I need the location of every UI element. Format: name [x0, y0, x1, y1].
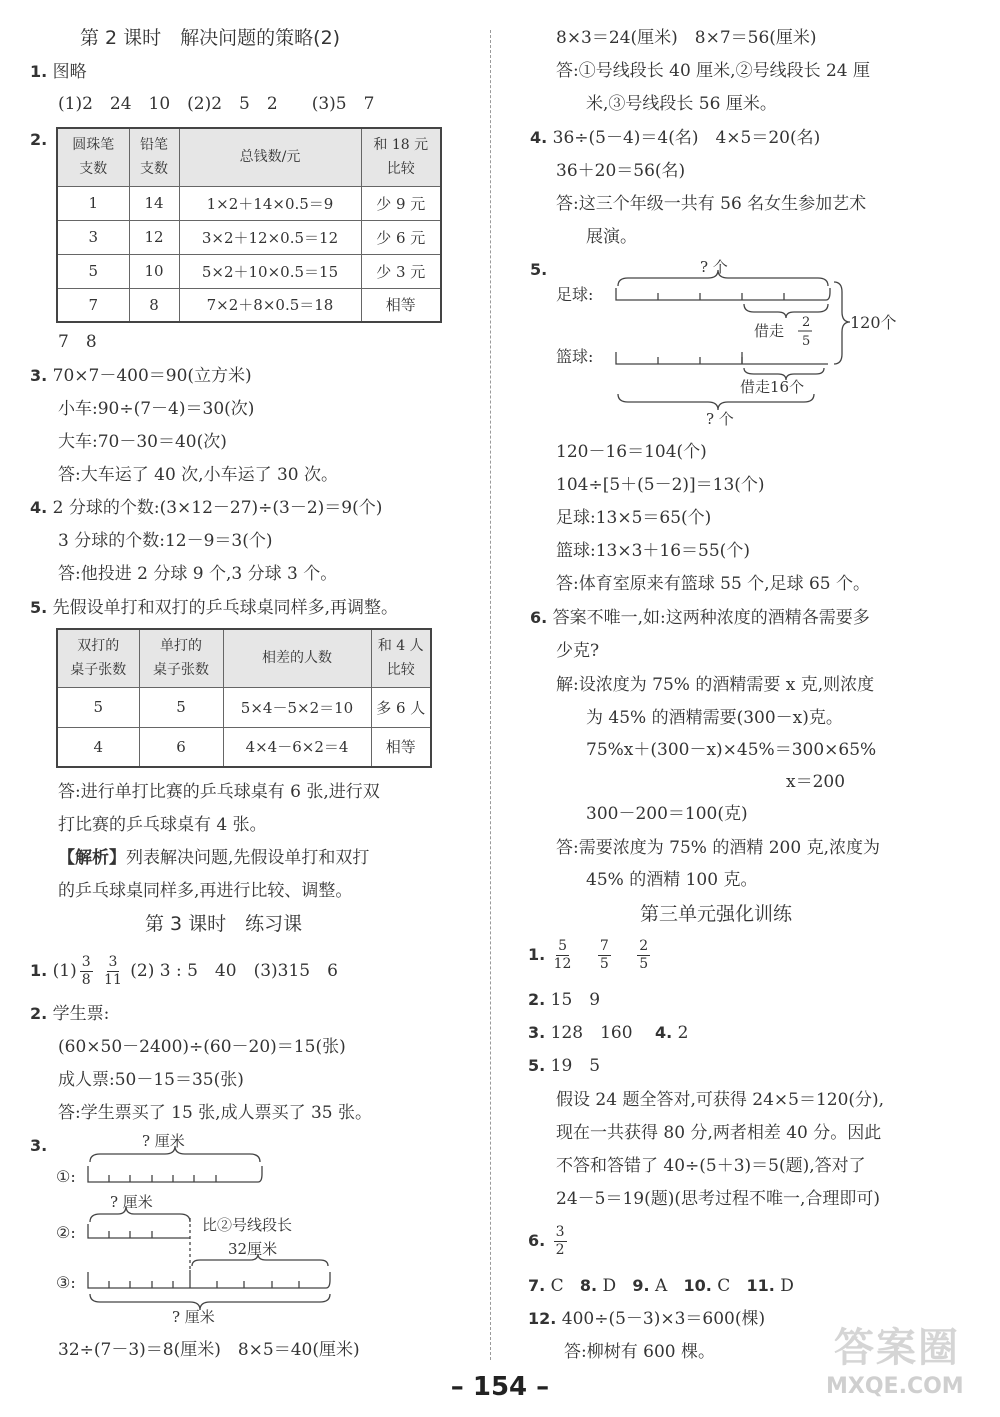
s1	[528, 934, 653, 976]
page-number: – 154 –	[450, 1372, 550, 1402]
section-title-unit3: 第三单元强化训练	[640, 903, 793, 925]
table-cell: 1×2＋14×0.5＝9	[179, 186, 361, 220]
q3-line3: 大车:70－30＝40(次)	[58, 432, 227, 452]
denominator: 5	[599, 956, 609, 972]
q-number: 11.	[746, 1276, 775, 1295]
analysis-line1: 列表解决问题,先假设单打和双打	[126, 848, 370, 868]
header-cell: 和 18 元 比较	[361, 128, 441, 186]
rq4-line2: 36＋20＝56(名)	[556, 161, 686, 181]
q-number: 5.	[530, 260, 548, 279]
table-cell: 少 9 元	[361, 186, 441, 220]
table-cell: 相等	[361, 288, 441, 322]
table-cell: 3	[57, 220, 129, 254]
s2-text: 15 9	[550, 990, 601, 1010]
table-cell: 少 6 元	[361, 220, 441, 254]
choice: A	[654, 1276, 668, 1296]
s2	[528, 988, 600, 1012]
q-number: 1.	[528, 945, 546, 964]
table-cell: 12	[129, 220, 179, 254]
table-cell: 7×2＋8×0.5＝18	[179, 288, 361, 322]
header-cell: 铅笔 支数	[129, 128, 179, 186]
p3-last: 32÷(7－3)＝8(厘米) 8×5＝40(厘米)	[58, 1340, 360, 1360]
rq5-answer: 答:体育室原来有篮球 55 个,足球 65 个。	[556, 574, 871, 594]
rq5-line2: 104÷[5＋(5－2)]＝13(个)	[556, 475, 765, 495]
q5-answer-line1: 答:进行单打比赛的乒乓球桌有 6 张,进行双	[58, 782, 380, 802]
table-cell: 10	[129, 254, 179, 288]
numerator: 2	[639, 938, 649, 954]
rq5-line1: 120－16＝104(个)	[556, 442, 707, 462]
rq6-answer2: 45% 的酒精 100 克。	[586, 870, 758, 890]
numerator: 3	[108, 954, 118, 970]
table-cell: 5	[139, 687, 223, 727]
s5-text: 19 5	[550, 1056, 601, 1076]
football-bar	[616, 288, 830, 300]
q1-line2: (1)2 24 10 (2)2 5 2 (3)5 7	[58, 94, 375, 114]
rq6-line4: 为 45% 的酒精需要(300－x)克。	[586, 708, 843, 728]
choice: C	[717, 1276, 731, 1296]
s5	[528, 1054, 600, 1078]
rq6	[530, 606, 870, 630]
q-number: 1.	[30, 961, 48, 980]
segment-3	[88, 1272, 330, 1288]
table-cell: 14	[129, 186, 179, 220]
borrow-label: 借走	[754, 322, 785, 340]
numerator: 3	[81, 954, 91, 970]
segment-1	[88, 1166, 262, 1182]
basketball-label: 篮球:	[556, 347, 594, 366]
brace	[618, 394, 814, 410]
q-number: 8.	[579, 1276, 598, 1295]
s5-line2: 现在一共获得 80 分,两者相差 40 分。因此	[556, 1123, 882, 1143]
table-cell: 4×4－6×2＝4	[223, 727, 371, 767]
analysis-tag: 【解析】	[58, 848, 126, 868]
q4-line2: 3 分球的个数:12－9＝3(个)	[58, 531, 273, 551]
numerator: 7	[599, 938, 609, 954]
row2-note-line1: 比②号线段长	[202, 1216, 293, 1234]
s6	[528, 1220, 570, 1262]
table-cell: 4	[57, 727, 139, 767]
label-bottom: ? 厘米	[172, 1308, 215, 1326]
numerator: 5	[558, 938, 567, 954]
brace	[744, 304, 828, 318]
s3	[528, 1021, 688, 1045]
q-number: 5.	[30, 598, 48, 617]
r0-line2: 答:①号线段长 40 厘米,②号线段长 24 厘	[556, 61, 871, 81]
watermark	[826, 1312, 996, 1412]
row-label-3: ③:	[56, 1273, 76, 1292]
r0-line3: 米,③号线段长 56 厘米。	[586, 94, 777, 114]
q-number: 4.	[30, 498, 48, 517]
q-number: 2.	[30, 130, 48, 149]
fraction-numerator: 2	[802, 315, 811, 330]
table-cell: 7	[57, 288, 129, 322]
rq6-line7: 300－200＝100(克)	[586, 804, 748, 824]
denominator: 11	[104, 972, 122, 988]
q-number: 3.	[30, 366, 48, 385]
q-number: 2.	[30, 1004, 48, 1023]
p1-part1: (1)	[52, 961, 77, 981]
fraction	[598, 938, 611, 973]
q-number: 12.	[528, 1309, 557, 1328]
total-brace	[834, 282, 850, 364]
header-cell: 和 4 人 比较	[371, 629, 431, 687]
p2-answer: 答:学生票买了 15 张,成人票买了 35 张。	[58, 1103, 373, 1123]
basketball-bar	[616, 352, 828, 364]
s5-line1: 假设 24 题全答对,可获得 24×5＝120(分),	[556, 1090, 885, 1110]
rq5-line4: 篮球:13×3＋16＝55(个)	[556, 541, 750, 561]
q-number: 3.	[528, 1023, 546, 1042]
q-number: 5.	[528, 1056, 546, 1075]
q-number: 4.	[530, 128, 548, 147]
rq6-solution: x＝200	[786, 772, 846, 792]
fraction-denominator: 5	[802, 334, 811, 349]
table-cell: 5	[57, 687, 139, 727]
rq6-equation: 75%x＋(300－x)×45%＝300×65%	[586, 740, 877, 760]
p2-line2: (60×50－2400)÷(60－20)＝15(张)	[58, 1037, 346, 1057]
table-cell: 3×2＋12×0.5＝12	[179, 220, 361, 254]
s12	[528, 1307, 765, 1331]
q-number: 1.	[30, 62, 48, 81]
q3-line1: 70×7－400＝90(立方米)	[52, 366, 252, 386]
q-number: 10.	[683, 1276, 712, 1295]
q3-line2: 小车:90÷(7－4)＝30(次)	[58, 399, 255, 419]
header-cell: 总钱数/元	[179, 128, 361, 186]
denominator: 12	[553, 956, 572, 972]
rq4-line1: 36÷(5－4)＝4(名) 4×5＝20(名)	[552, 128, 821, 148]
table-cell: 多 6 人	[371, 687, 431, 727]
football-label: 足球:	[556, 285, 594, 304]
rq6-line2: 少克?	[556, 641, 600, 661]
q-number: 6.	[528, 1231, 546, 1250]
segment-diagram	[0, 0, 490, 1417]
row-label-2: ②:	[56, 1223, 76, 1242]
section-title-lesson3: 第 3 课时 练习课	[145, 913, 303, 935]
r0-line1: 8×3＝24(厘米) 8×7＝56(厘米)	[556, 28, 817, 48]
rq6-line3: 解:设浓度为 75% 的酒精需要 x 克,则浓度	[556, 675, 875, 695]
s5-line4: 24－5＝19(题)(思考过程不唯一,合理即可)	[556, 1189, 881, 1209]
p1-rest: (2) 3 : 5 40 (3)315 6	[130, 961, 338, 981]
q-number: 2.	[528, 990, 546, 1009]
table-cell: 5	[57, 254, 129, 288]
s5-line3: 不答和答错了 40÷(5＋3)＝5(题),答对了	[556, 1156, 866, 1176]
row-label-1: ①:	[56, 1167, 76, 1186]
header-cell: 圆珠笔 支数	[57, 128, 129, 186]
s12-answer: 答:柳树有 600 棵。	[564, 1342, 715, 1362]
table-cell: 少 3 元	[361, 254, 441, 288]
section-title-lesson2: 第 2 课时 解决问题的策略(2)	[80, 27, 341, 49]
q4-answer: 答:他投进 2 分球 9 个,3 分球 3 个。	[58, 564, 338, 584]
rq4-line3: 答:这三个年级一共有 56 名女生参加艺术	[556, 194, 867, 214]
rq5-line3: 足球:13×5＝65(个)	[556, 508, 712, 528]
watermark-url: MXQE.COM	[826, 1374, 964, 1399]
table-cell: 5×4－5×2＝10	[223, 687, 371, 727]
choice: C	[550, 1276, 564, 1296]
q3-answer: 答:大车运了 40 次,小车运了 30 次。	[58, 465, 339, 485]
s4-text: 2	[677, 1023, 689, 1043]
table-cell: 8	[129, 288, 179, 322]
q2-answer: 7 8	[58, 332, 97, 352]
q-number: 7.	[528, 1276, 546, 1295]
choice: D	[602, 1276, 617, 1296]
watermark-logo-icon: 答案圈	[834, 1325, 960, 1371]
label-top: ? 个	[700, 258, 728, 276]
header-cell: 相差的人数	[223, 629, 371, 687]
numerator: 3	[555, 1224, 565, 1240]
fraction	[554, 1224, 567, 1259]
table-cell: 5×2＋10×0.5＝15	[179, 254, 361, 288]
fraction	[637, 938, 650, 973]
label-bottom: ? 个	[706, 410, 734, 428]
label-mid: ? 厘米	[110, 1193, 153, 1211]
rq6-line1: 答案不唯一,如:这两种浓度的酒精各需要多	[552, 608, 870, 628]
rq6-answer1: 答:需要浓度为 75% 的酒精 200 克,浓度为	[556, 838, 880, 858]
q-number: 6.	[530, 608, 548, 627]
row2-note-line2: 32厘米	[228, 1240, 278, 1258]
q1-line1: 图略	[52, 62, 87, 82]
header-cell: 单打的 桌子张数	[139, 629, 223, 687]
q-number: 3.	[30, 1136, 48, 1155]
label-top: ? 厘米	[142, 1132, 185, 1150]
q5-line1: 先假设单打和双打的乒乓球桌同样多,再调整。	[52, 598, 399, 618]
table-cell: 相等	[371, 727, 431, 767]
p2-line3: 成人票:50－15＝35(张)	[58, 1070, 244, 1090]
q-number: 4.	[654, 1023, 673, 1042]
fraction	[554, 938, 572, 973]
table-cell: 6	[139, 727, 223, 767]
borrow-16-label: 借走16个	[740, 378, 805, 396]
column-divider	[490, 30, 491, 1360]
q5-answer-line2: 打比赛的乒乓球桌有 4 张。	[58, 815, 267, 835]
header-cell: 双打的 桌子张数	[57, 629, 139, 687]
q5-analysis-line2: 的乒乓球桌同样多,再进行比较、调整。	[58, 881, 353, 901]
denominator: 8	[81, 972, 91, 988]
denominator: 5	[639, 956, 649, 972]
s12-line1: 400÷(5－3)×3＝600(棵)	[561, 1309, 766, 1329]
q4-line1: 2 分球的个数:(3×12－27)÷(3－2)＝9(个)	[52, 498, 383, 518]
p2-line1: 学生票:	[52, 1004, 110, 1024]
q-number: 9.	[632, 1276, 650, 1295]
segment-2	[88, 1224, 190, 1238]
s7-s11	[528, 1274, 794, 1298]
rq4-line4: 展演。	[586, 227, 637, 247]
denominator: 2	[555, 1242, 565, 1258]
total-label: 120个	[850, 313, 897, 332]
s3-text: 128 160	[550, 1023, 650, 1043]
table-cell: 1	[57, 186, 129, 220]
choice: D	[780, 1276, 794, 1296]
